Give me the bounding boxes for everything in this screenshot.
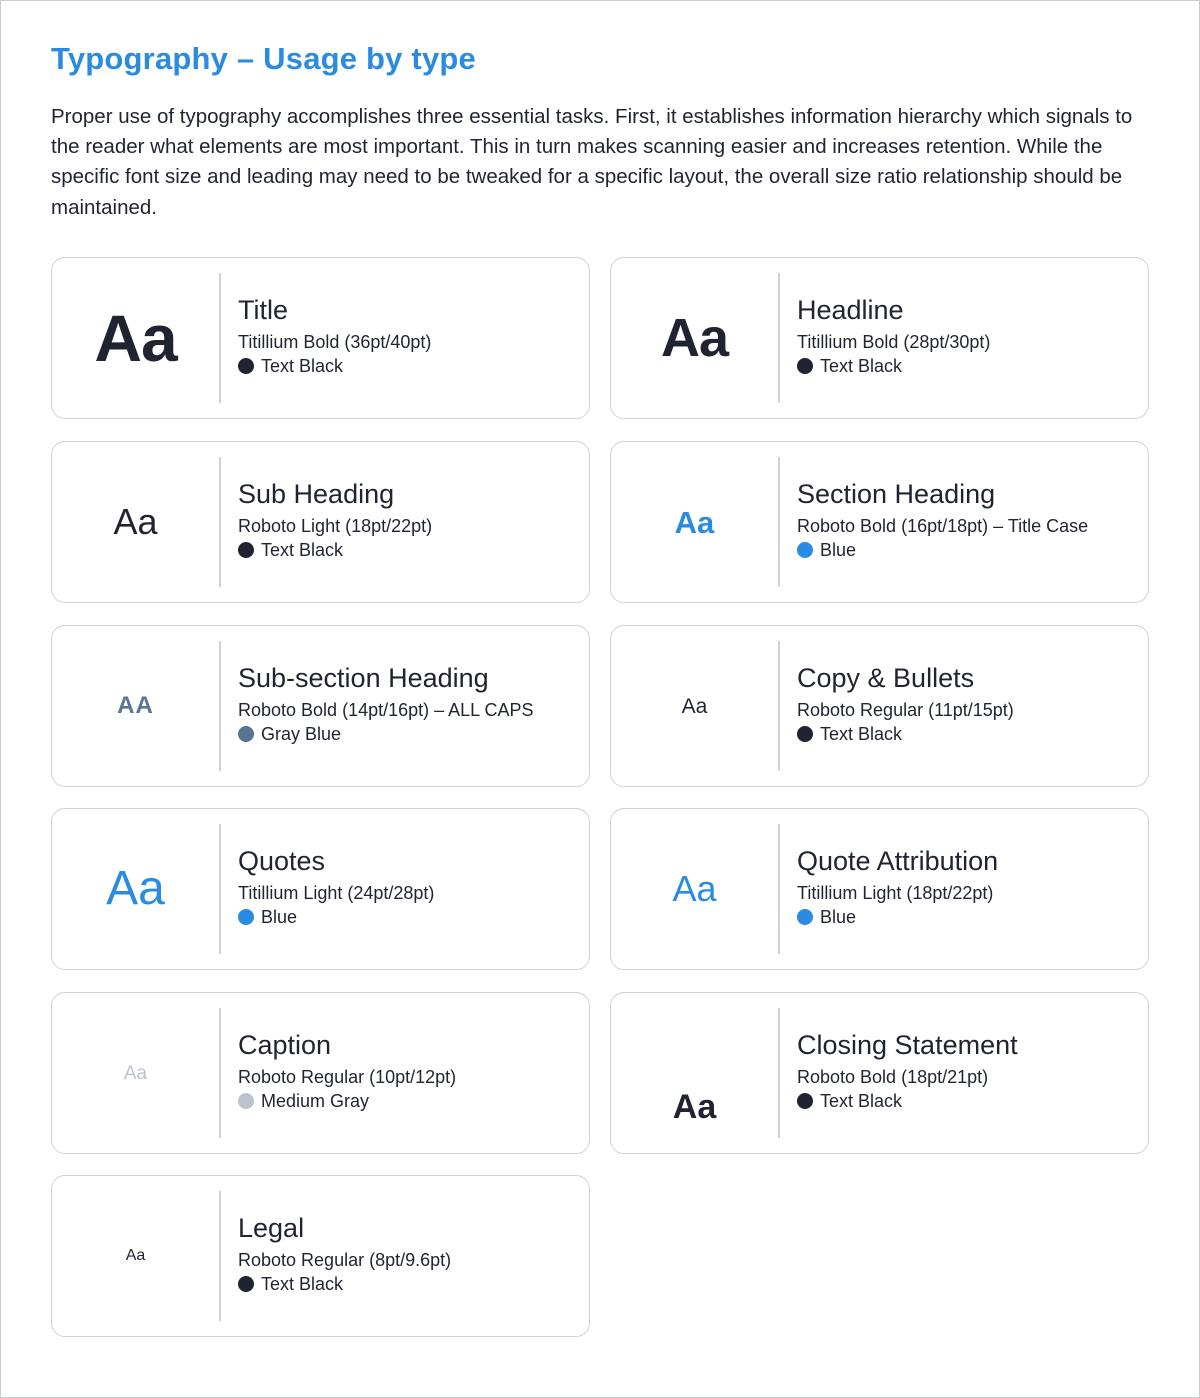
type-color [797,538,1138,562]
type-color [797,354,1138,378]
type-name: Headline [797,295,904,325]
type-spec: Roboto Light (18pt/22pt) [238,516,433,536]
color-name: Text Black [261,1274,344,1294]
color-swatch [238,358,254,374]
color-name: Text Black [261,540,344,560]
color-name: Text Black [820,356,903,376]
type-card-quote-attribution [610,808,1149,970]
type-sample: Aa [672,1088,717,1126]
type-card-closing-statement [610,992,1149,1154]
color-name: Text Black [820,724,903,744]
card-divider [778,1008,780,1138]
type-spec: Roboto Regular (10pt/12pt) [238,1067,457,1087]
type-card-headline [610,257,1149,419]
card-divider [778,641,780,771]
color-swatch [797,542,813,558]
type-card-sub-heading [51,441,590,603]
card-divider [219,1008,221,1138]
type-spec: Roboto Bold (14pt/16pt) – ALL CAPS [238,700,534,720]
intro-paragraph: Proper use of typography accomplishes three essential tasks. First, it establishes information hierarchy which signals to the reader what elements are most important. This in turn makes scanning easier and increases retention. While the specific font size and leading may need to be tweaked for a specific layout, the overall size ratio relationship should be maintained. [51,105,1133,219]
type-sample: Aa [125,1247,146,1264]
type-name: Section Heading [797,479,996,509]
color-name: Blue [261,907,298,927]
type-sample: Aa [123,1062,148,1084]
card-divider [778,457,780,587]
color-name: Blue [820,907,857,927]
type-color [238,1272,579,1296]
color-swatch [797,358,813,374]
type-card-quotes [51,808,590,970]
color-swatch [238,1093,254,1109]
type-sample: Aa [674,504,715,540]
color-name: Text Black [820,1091,903,1111]
color-swatch [238,909,254,925]
type-color [238,1089,579,1113]
type-sample: AA [117,692,154,719]
type-card-title [51,257,590,419]
type-card-section-heading [610,441,1149,603]
color-name: Blue [820,540,857,560]
type-color [238,905,579,929]
page-title: Typography – Usage by type [51,41,476,76]
type-name: Caption [238,1030,332,1060]
type-name: Copy & Bullets [797,663,975,693]
type-color [797,722,1138,746]
type-spec: Titillium Bold (36pt/40pt) [238,332,432,352]
type-sample: Aa [681,694,708,718]
type-name: Title [238,295,289,325]
card-divider [219,273,221,403]
card-divider [778,824,780,954]
color-swatch [238,1276,254,1292]
type-color [238,722,579,746]
type-card-legal [51,1175,590,1337]
type-name: Quotes [238,846,326,876]
type-sample: Aa [113,501,158,542]
type-spec: Roboto Regular (8pt/9.6pt) [238,1250,452,1270]
type-card-sub-section-heading [51,625,590,787]
type-name: Legal [238,1213,305,1243]
color-name: Text Black [261,356,344,376]
type-color [797,1089,1138,1113]
color-name: Medium Gray [261,1091,370,1111]
card-divider [219,1191,221,1321]
type-spec: Roboto Regular (11pt/15pt) [797,700,1014,720]
type-spec: Roboto Bold (18pt/21pt) [797,1067,989,1087]
type-sample: Aa [94,301,177,375]
type-name: Closing Statement [797,1030,1018,1060]
type-spec: Titillium Bold (28pt/30pt) [797,332,991,352]
color-swatch [238,542,254,558]
type-color [238,538,579,562]
type-spec: Titillium Light (18pt/22pt) [797,883,994,903]
color-swatch [797,1093,813,1109]
type-card-copy-bullets [610,625,1149,787]
color-swatch [797,909,813,925]
color-name: Gray Blue [261,724,342,744]
type-sample: Aa [660,308,729,368]
type-name: Quote Attribution [797,846,999,876]
type-name: Sub-section Heading [238,663,489,693]
type-spec: Titillium Light (24pt/28pt) [238,883,435,903]
type-sample: Aa [672,868,717,909]
color-swatch [238,726,254,742]
type-color [238,354,579,378]
card-divider [778,273,780,403]
card-divider [219,457,221,587]
type-card-caption [51,992,590,1154]
card-divider [219,641,221,771]
type-name: Sub Heading [238,479,395,509]
type-color [797,905,1138,929]
color-swatch [797,726,813,742]
card-divider [219,824,221,954]
type-spec: Roboto Bold (16pt/18pt) – Title Case [797,516,1089,536]
type-sample: Aa [106,862,165,915]
